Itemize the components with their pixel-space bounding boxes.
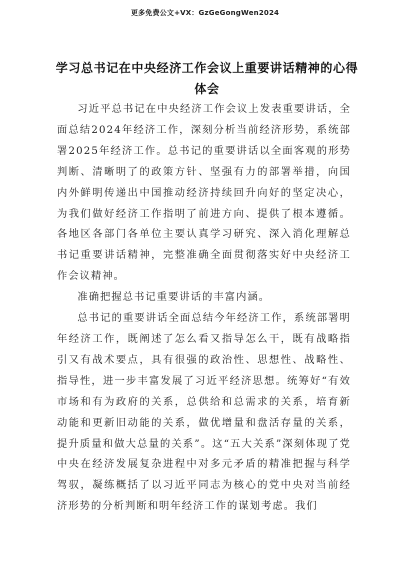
paragraph: 准确把握总书记重要讲话的丰富内涵。 <box>77 292 271 304</box>
document-body <box>57 100 351 518</box>
document-title: 学习总书记在中央经济工作会议上重要讲话精神的心得体会 <box>55 61 359 96</box>
paragraph: 总书记的重要讲话全面总结今年经济工作，系统部署明年经济工作，既阐述了怎么看又指导怎么干，既有战略指引又有战术要点，具有很强的政治性、思想性、战略性、指导性，进一步丰富发展了习近平经济思想。统筹好“有效市场和有为政府的关系，总供给和总需求的关系，培育新动能和更新旧动能的关系，做优增量和盘活存量的关系，提升质量和做大总量的关系”。这“五大关系”深刻体现了党中央在经济发展复杂进程中对多元矛盾的精准把握与科学驾驭，凝练概括了以习近平同志为核心的党中央对当前经济形势的分析判断和明年经济工作的谋划考虑。我们 <box>57 313 351 513</box>
paragraph: 习近平总书记在中央经济工作会议上发表重要讲话，全面总结2024年经济工作，深刻分析当前经济形势，系统部署2025年经济工作。总书记的重要讲话以全面客观的形势判断、清晰明了的政策方针、坚强有力的部署举措，向国内外鲜明传递出中国推动经济持续回升向好的坚定决心，为我们做好经济工作指明了前进方向、提供了根本遵循。各地区各部门各单位主要认真学习研究、深入消化理解总书记重要讲话精神，完整准确全面贯彻落实好中央经济工作会议精神。 <box>57 104 351 283</box>
header-note: 更多免费公文+VX：GzGeGongWen2024 <box>130 9 280 17</box>
